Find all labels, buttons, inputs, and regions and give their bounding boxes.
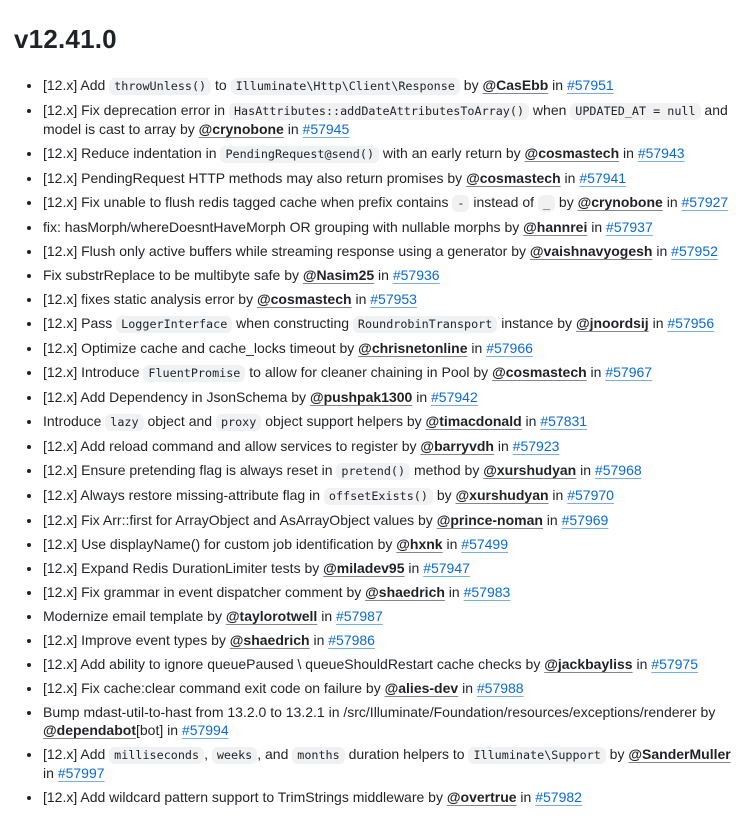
pr-link[interactable]: #57936	[392, 267, 440, 284]
item-text: [12.x] PendingRequest HTTP methods may also return promises by	[43, 170, 467, 187]
item-text: in	[560, 170, 580, 187]
item-text: [12.x] Always restore missing-attribute flag in	[43, 487, 324, 504]
user-mention-link[interactable]: @prince-noman	[436, 512, 543, 529]
user-mention-link[interactable]: @miladev95	[323, 560, 405, 577]
item-text: in	[516, 789, 536, 806]
item-text: Fix substrReplace to be multibyte safe by	[43, 267, 303, 284]
user-mention-link[interactable]: @xurshudyan	[483, 462, 577, 479]
item-text: in	[548, 487, 568, 504]
item-text: in	[662, 194, 682, 211]
changelog-item	[42, 437, 734, 455]
item-text: in	[521, 413, 541, 430]
inline-code: proxy	[216, 414, 261, 431]
user-mention-link[interactable]: @jnoordsij	[575, 315, 649, 332]
inline-code: offsetExists()	[324, 488, 433, 505]
inline-code: _	[538, 195, 555, 212]
item-text: in	[412, 389, 432, 406]
changelog-item	[42, 242, 734, 260]
user-mention-link[interactable]: @shaedrich	[365, 584, 445, 601]
inline-code: LoggerInterface	[116, 316, 232, 333]
inline-code: PendingRequest@send()	[220, 146, 379, 163]
user-mention-link[interactable]: @xurshudyan	[455, 487, 549, 504]
changelog-item	[42, 266, 734, 284]
user-mention-link[interactable]: @cosmastech	[466, 170, 561, 187]
changelog-item	[42, 607, 734, 625]
inline-code: FluentPromise	[143, 365, 245, 382]
changelog-item	[42, 363, 734, 382]
changelog-item	[42, 76, 734, 95]
item-text: in	[467, 340, 487, 357]
changelog-list	[14, 76, 734, 806]
inline-code: RoundrobinTransport	[353, 316, 497, 333]
item-text: [12.x] Fix unable to flush redis tagged cache when prefix contains	[43, 194, 453, 211]
item-text: in	[309, 632, 329, 649]
inline-code: lazy	[105, 414, 143, 431]
pr-link[interactable]: #57947	[423, 560, 470, 577]
pr-link[interactable]: #57499	[461, 536, 508, 553]
item-text: by	[459, 77, 483, 94]
pr-link[interactable]: #57937	[606, 219, 653, 236]
item-text: in	[283, 121, 303, 138]
item-text: [12.x] Fix deprecation error in	[43, 102, 229, 119]
item-text: object and	[143, 413, 216, 430]
item-text: [12.x] Add reload command and allow services to register by	[43, 438, 421, 455]
item-text: [12.x] Use displayName() for custom job identification by	[43, 536, 397, 553]
inline-code: Illuminate\Support	[468, 747, 605, 764]
item-text: duration helpers to	[344, 746, 469, 763]
item-text: by	[555, 194, 578, 211]
item-text: when	[529, 102, 571, 119]
item-text: instance by	[497, 315, 576, 332]
pr-link[interactable]: #57941	[579, 170, 627, 187]
user-mention-link[interactable]: @vaishnavyogesh	[529, 243, 653, 260]
pr-link[interactable]: #57942	[431, 389, 478, 406]
item-text: [12.x] Expand Redis DurationLimiter tests by	[43, 560, 324, 577]
inline-code: milliseconds	[109, 747, 204, 764]
item-text: instead of	[469, 194, 538, 211]
changelog-item	[42, 290, 734, 308]
item-text: Modernize email template by	[43, 608, 226, 625]
changelog-item	[42, 679, 734, 697]
inline-code: -	[452, 195, 469, 212]
pr-link[interactable]: #57953	[370, 291, 417, 308]
item-text: with an early return by	[379, 145, 525, 162]
item-text: in	[619, 145, 638, 162]
changelog-item	[42, 412, 734, 431]
item-text: in	[374, 267, 393, 284]
item-text: [12.x] Fix grammar in event dispatcher comment by	[43, 584, 366, 601]
item-text: in	[493, 438, 513, 455]
user-mention-link[interactable]: @cosmastech	[256, 291, 352, 308]
pr-link[interactable]: #57943	[637, 145, 685, 162]
release-title: v12.41.0	[14, 24, 117, 54]
changelog-item	[42, 486, 734, 505]
changelog-item	[42, 745, 734, 782]
pr-link[interactable]: #57951	[566, 77, 614, 94]
item-text: in	[652, 243, 672, 260]
changelog-item	[42, 218, 734, 236]
pr-link[interactable]: #57969	[561, 512, 609, 529]
item-text: by	[432, 487, 456, 504]
user-mention-link[interactable]: @Nasim25	[302, 267, 375, 284]
user-mention-link[interactable]: @timacdonald	[425, 413, 522, 430]
pr-link[interactable]: #57952	[671, 243, 718, 260]
item-text: [12.x] Add ability to ignore queuePaused \ queueShouldRestart cache checks by	[43, 656, 545, 673]
pr-link[interactable]: #57987	[336, 608, 383, 625]
item-text: in	[317, 608, 337, 625]
changelog-item	[42, 169, 734, 187]
user-mention-link[interactable]: @pushpak1300	[309, 389, 413, 406]
pr-link[interactable]: #57927	[681, 194, 729, 211]
item-text: , and	[257, 746, 293, 763]
changelog-item	[42, 193, 734, 212]
user-mention-link[interactable]: @hannrei	[523, 219, 588, 236]
user-mention-link[interactable]: @barryvdh	[420, 438, 494, 455]
item-text: and model is cast to array by	[43, 102, 728, 138]
item-text: in	[576, 462, 595, 479]
item-text: [12.x] Add	[43, 77, 110, 94]
pr-link[interactable]: #57831	[540, 413, 588, 430]
user-mention-link[interactable]: @crynobone	[577, 194, 663, 211]
inline-code: pretend()	[336, 463, 410, 480]
user-mention-link[interactable]: @CasEbb	[482, 77, 549, 94]
item-text: in	[404, 560, 424, 577]
pr-link[interactable]: #57986	[328, 632, 375, 649]
item-text: in	[458, 680, 477, 697]
changelog-item	[42, 703, 734, 739]
changelog-item	[42, 144, 734, 163]
item-text: [12.x] Reduce indentation in	[43, 145, 221, 162]
inline-code: Illuminate\Http\Client\Response	[231, 78, 460, 95]
changelog-item	[42, 583, 734, 601]
pr-link[interactable]: #57945	[302, 121, 350, 138]
item-text: when constructing	[232, 315, 353, 332]
inline-code: weeks	[212, 747, 257, 764]
item-text: in	[351, 291, 371, 308]
changelog-item	[42, 388, 734, 406]
item-text: by	[605, 746, 629, 763]
pr-link[interactable]: #57975	[651, 656, 698, 673]
user-mention-link[interactable]: @jackbayliss	[544, 656, 633, 673]
user-mention-link[interactable]: @hxnk	[396, 536, 443, 553]
item-text: Bump mdast-util-to-hast from 13.2.0 to 13.2.1 in /src/Illuminate/Foundation/resources/exceptions/renderer by	[43, 704, 716, 721]
item-text: fix: hasMorph/whereDoesntHaveMorph OR grouping with nullable morphs by	[43, 219, 524, 236]
user-mention-link[interactable]: @shaedrich	[229, 632, 310, 649]
pr-link[interactable]: #57997	[57, 765, 105, 782]
pr-link[interactable]: #57970	[567, 487, 614, 504]
item-text: in	[542, 512, 562, 529]
changelog-item	[42, 655, 734, 673]
item-text: in	[442, 536, 462, 553]
user-mention-link[interactable]: @overtrue	[446, 789, 517, 806]
item-text: in	[632, 656, 652, 673]
pr-link[interactable]: #57968	[594, 462, 642, 479]
pr-link[interactable]: #57982	[535, 789, 582, 806]
pr-link[interactable]: #57983	[463, 584, 511, 601]
user-mention-link[interactable]: @chrisnetonline	[358, 340, 468, 357]
pr-link[interactable]: #57967	[605, 364, 653, 381]
changelog-item	[42, 559, 734, 577]
item-text: [12.x] Introduce	[43, 364, 144, 381]
user-mention-link[interactable]: @cosmastech	[524, 145, 620, 162]
changelog-item	[42, 788, 734, 806]
item-text: [12.x] fixes static analysis error by	[43, 291, 257, 308]
item-text: in	[548, 77, 567, 94]
item-text: in	[587, 219, 607, 236]
changelog-item	[42, 511, 734, 529]
item-text: [12.x] Ensure pretending flag is always reset in	[43, 462, 337, 479]
item-text: in	[444, 584, 464, 601]
user-mention-link[interactable]: @taylorotwell	[225, 608, 318, 625]
item-text: to	[211, 77, 231, 94]
item-text: in	[586, 364, 606, 381]
item-text: ,	[204, 746, 212, 763]
user-mention-link[interactable]: @crynobone	[198, 121, 284, 138]
item-text: [12.x] Fix Arr::first for ArrayObject and AsArrayObject values by	[43, 512, 437, 529]
item-text: [12.x] Fix cache:clear command exit code on failure by	[43, 680, 385, 697]
item-text: in	[43, 765, 58, 782]
changelog-item	[42, 631, 734, 649]
item-text: [12.x] Optimize cache and cache_locks timeout by	[43, 340, 359, 357]
item-text: [12.x] Flush only active buffers while streaming response using a generator by	[43, 243, 530, 260]
user-mention-link[interactable]: @dependabot	[43, 722, 136, 739]
changelog-item	[42, 101, 734, 138]
pr-link[interactable]: #57923	[512, 438, 560, 455]
item-text: method by	[410, 462, 484, 479]
user-mention-link[interactable]: @cosmastech	[492, 364, 587, 381]
changelog-item	[42, 535, 734, 553]
pr-link[interactable]: #57956	[667, 315, 715, 332]
pr-link[interactable]: #57988	[476, 680, 524, 697]
item-text: [12.x] Pass	[43, 315, 117, 332]
item-text: Introduce	[43, 413, 106, 430]
item-text: in	[648, 315, 668, 332]
inline-code: throwUnless()	[109, 78, 211, 95]
item-text: [12.x] Add	[43, 746, 110, 763]
inline-code: UPDATED_AT = null	[570, 103, 700, 120]
item-text: to allow for cleaner chaining in Pool by	[245, 364, 493, 381]
changelog-item	[42, 314, 734, 333]
user-mention-link[interactable]: @alies-dev	[384, 680, 459, 697]
inline-code: HasAttributes::addDateAttributesToArray()	[229, 103, 529, 120]
pr-link[interactable]: #57966	[486, 340, 533, 357]
item-text: object support helpers by	[261, 413, 426, 430]
inline-code: months	[292, 747, 344, 764]
changelog-item	[42, 339, 734, 357]
user-mention-link[interactable]: @SanderMuller	[628, 746, 731, 763]
item-text: [bot] in	[135, 722, 182, 739]
changelog-item	[42, 461, 734, 480]
item-text: [12.x] Improve event types by	[43, 632, 230, 649]
pr-link[interactable]: #57994	[181, 722, 229, 739]
item-text: [12.x] Add Dependency in JsonSchema by	[43, 389, 310, 406]
item-text: [12.x] Add wildcard pattern support to TrimStrings middleware by	[43, 789, 447, 806]
